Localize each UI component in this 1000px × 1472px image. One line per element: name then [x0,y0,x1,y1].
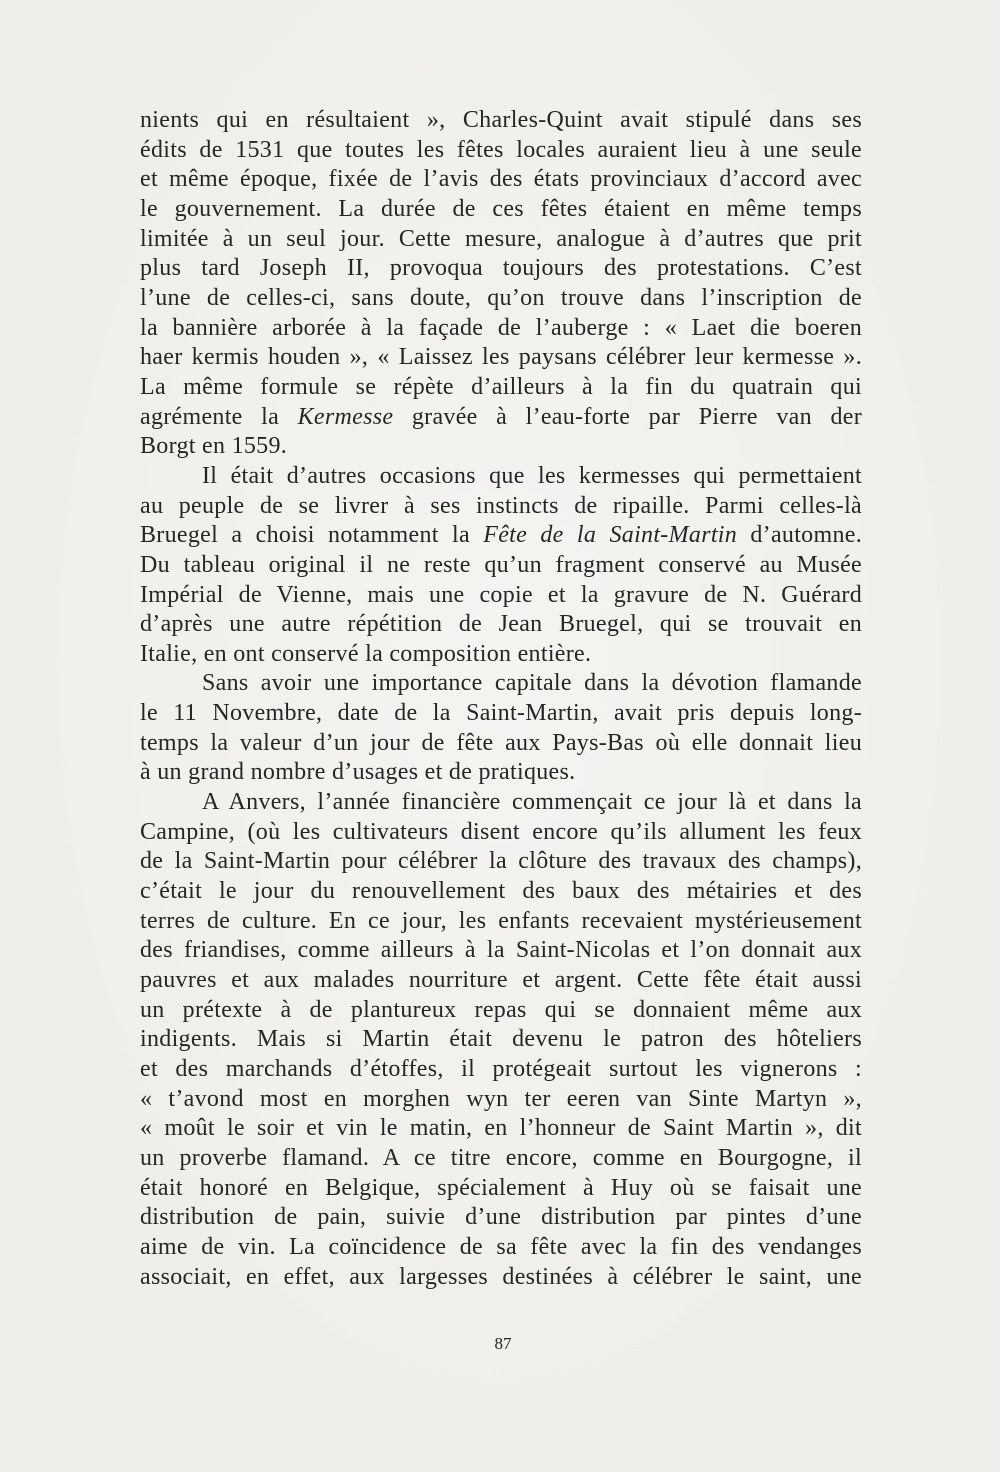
text-line: et des marchands d’étoffes, il protégeait surtout les vignerons : [140,1056,862,1082]
text-line: pauvres et aux malades nourriture et argent. Cette fête était aussi [140,967,862,994]
text-line: nients qui en résultaient », Charles-Quint avait stipulé dans ses [140,107,862,133]
paragraph [140,106,862,462]
text-line: Italie, en ont conservé la composition entière. [140,640,592,667]
text-line: était honoré en Belgique, spécialement à Huy où se faisait une [140,1174,862,1201]
page-number: 87 [494,1334,512,1353]
text-line: l’une de celles-ci, sans doute, qu’on trouve dans l’inscription de [140,284,862,311]
text-line [140,521,862,551]
text-line: c’était le jour du renouvellement des baux des métairies et des [140,878,862,905]
text-line: d’après une autre répétition de Jean Bruegel, qui se trouvait en [140,611,862,638]
text-line: Il était d’autres occasions que les kermesses qui permettaient [202,462,862,489]
text-line: des friandises, comme ailleurs à la Saint-Nicolas et l’on donnait aux [140,937,862,964]
text-line: distribution de pain, suivie d’une distribution par pintes d’une [140,1204,862,1231]
body-text [140,106,862,1292]
text-line: au peuple de se livrer à ses instincts de ripaille. Parmi celles-là [140,492,862,519]
text-segment: agrémente la [140,403,298,430]
text-line: Campine, (où les cultivateurs disent encore qu’ils allument les feux [140,818,862,845]
text-line: Impérial de Vienne, mais une copie et la gravure de N. Guérard [140,581,862,608]
text-line: le 11 Novembre, date de la Saint-Martin, avait pris depuis long- [140,700,862,727]
text-segment: d’automne. [737,522,863,549]
text-line: Du tableau original il ne reste qu’un fragment conservé au Musée [140,551,862,578]
text-line: limitée à un seul jour. Cette mesure, analogue à d’autres que prit [140,225,862,252]
text-line: temps la valeur d’un jour de fête aux Pays-Bas où elle donnait lieu [140,729,862,756]
text-line: associait, en effet, aux largesses destinées à célébrer le saint, une [140,1263,862,1290]
text-line: indigents. Mais si Martin était devenu le patron des hôteliers [140,1026,862,1053]
text-line: haer kermis houden », « Laissez les paysans célébrer leur kermesse ». [140,344,862,371]
text-line: le gouvernement. La durée de ces fêtes étaient en même temps [140,195,862,222]
paragraph [140,788,862,1292]
text-line: La même formule se répète d’ailleurs à la fin du quatrain qui [140,373,862,400]
text-line: un proverbe flamand. A ce titre encore, comme en Bourgogne, il [140,1144,862,1171]
text-segment: Bruegel a choisi notamment la [140,522,484,549]
text-line: et même époque, fixée de l’avis des états provinciaux d’accord avec [140,166,862,193]
text-line: A Anvers, l’année financière commençait ce jour là et dans la [202,789,862,816]
text-line: plus tard Joseph II, provoqua toujours des protestations. C’est [140,255,862,282]
text-line: un prétexte à de plantureux repas qui se donnaient même aux [140,996,862,1023]
text-line: « moût le soir et vin le matin, en l’honneur de Saint Martin », dit [140,1115,862,1142]
text-line: aime de vin. La coïncidence de sa fête avec la fin des vendanges [140,1233,862,1260]
text-line: de la Saint-Martin pour célébrer la clôture des travaux des champs), [140,848,862,875]
text-line: édits de 1531 que toutes les fêtes locales auraient lieu à une seule [140,136,862,163]
italic-title: Fête de la Saint-Martin [483,522,738,549]
italic-title: Kermesse [297,403,394,430]
text-line: Sans avoir une importance capitale dans la dévotion flamande [202,670,862,697]
text-line [140,403,862,433]
text-segment: gravée à l’eau-forte par Pierre van der [393,403,862,430]
paragraph [140,669,862,788]
text-line: la bannière arborée à la façade de l’auberge : « Laet die boeren [140,314,862,341]
paragraph [140,462,862,670]
text-line: à un grand nombre d’usages et de pratiques. [140,759,576,786]
text-line: terres de culture. En ce jour, les enfants recevaient mystérieusement [140,907,862,934]
text-line: « t’avond most en morghen wyn ter eeren van Sinte Martyn », [140,1085,862,1112]
text-line: Borgt en 1559. [140,433,288,460]
